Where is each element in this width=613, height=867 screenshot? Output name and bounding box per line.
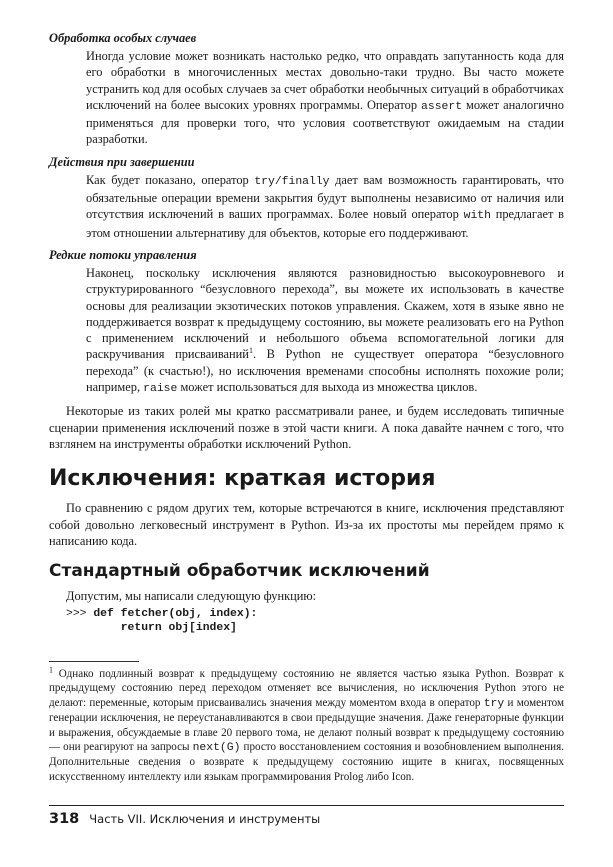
sidebar-section-body xyxy=(86,265,564,397)
text-run: может использоваться для выхода из множества циклов. xyxy=(177,380,478,395)
text-run: Иногда условие может возникать настолько редко, что оправдать запутанность кода для его обработки в многочисленных местах довольно-таки трудно. Вы часто можете устранить код для особых случаев за счет обработки необычных ситуаций в обработчиках исключений на более высоких уровнях программы. Оператор xyxy=(86,49,564,112)
code-line-return: return obj[index] xyxy=(120,621,237,634)
footnote-text xyxy=(49,668,564,783)
inline-code: with xyxy=(463,210,491,223)
code-prompt: >>> xyxy=(66,608,94,621)
inline-code: try xyxy=(483,697,505,710)
page-number: 318 xyxy=(49,811,80,827)
subsection-heading-default-handler: Стандартный обработчик исключений xyxy=(49,561,430,582)
code-listing xyxy=(66,608,564,635)
code-line-def: def fetcher(obj, index): xyxy=(93,608,258,621)
text-run: . В Python не существует оператора “безусловного перехода” (к счастью!), но исключения временами способны исполнять похожие роли; например, xyxy=(86,347,564,395)
text-run: Как будет показано, оператор xyxy=(86,172,255,187)
paragraph-function-intro: Допустим, мы написали следующую функцию: xyxy=(66,589,317,604)
sidebar-section-body xyxy=(86,48,564,148)
sidebar-section-title: Действия при завершении xyxy=(49,154,195,169)
text-run: и моментом генерации исключения, не переустанавливаются в свои предыдущие значения. Даже генераторные функции и выражения, обсуждаемые в главе 20 первого тома, не делают полный возврат к предыдущему состоянию — они реагируют на запросы xyxy=(49,696,565,754)
inline-code: assert xyxy=(421,100,463,113)
sections xyxy=(49,30,564,397)
footnote-marker: 1 xyxy=(49,665,53,675)
page-body xyxy=(49,30,564,635)
paragraph-exceptions-intro: По сравнению с рядом других тем, которые встречаются в книге, исключения представляют собой довольно легковесный инструмент в Python. Из-за их простоты мы перейдем прямо к написанию кода. xyxy=(49,501,564,548)
footer-divider xyxy=(49,805,564,806)
paragraph-roles-summary: Некоторые из таких ролей мы кратко рассматривали ранее, и будем исследовать типичные сценарии применения исключений позже в этой части книги. А пока давайте начнем с того, что взглянем на инструменты обработки исключений Python. xyxy=(49,404,564,451)
footnote xyxy=(49,667,564,784)
text-run: просто восстановлением состояния и возобновлением выполнения. Дополнительные сведения о возврате к предыдущему состоянию ищите в книгах, посвященных искусственному интеллекту или языкам программирования Prolog либо Icon. xyxy=(49,741,564,783)
sidebar-section-body xyxy=(86,172,564,241)
text-run: может аналогично применяться для проверки того, что условия соответствуют ожидаемым на стадии разработки. xyxy=(86,97,564,147)
sidebar-section-title: Редкие потоки управления xyxy=(49,247,197,262)
running-title: Часть VII. Исключения и инструменты xyxy=(89,812,321,826)
footnote-divider xyxy=(49,661,139,662)
sidebar-section-title: Обработка особых случаев xyxy=(49,31,197,45)
code-indent xyxy=(66,622,121,634)
text-run: предлагает в этом отношении альтернативу для объектов, которые его поддерживают. xyxy=(86,207,564,240)
text-run: Наконец, поскольку исключения являются разновидностью высокоуровневого и структурированного “безусловного перехода”, вы можете их использовать в качестве основы для реализации экзотических потоков управления. Скажем, хотя в языке явно не поддерживается возврат к предыдущему состоянию, вы можете реализовать его на Python с применением исключений и небольшого объема вспомогательной логики для раскручивания присваиваний xyxy=(86,265,564,362)
inline-code: try/finally xyxy=(254,175,330,188)
inline-code: raise xyxy=(143,383,178,396)
inline-code: next(G) xyxy=(192,742,241,755)
page-footer xyxy=(49,811,320,827)
section-heading-exceptions-history: Исключения: краткая история xyxy=(49,466,436,492)
footnote-ref: 1 xyxy=(248,346,253,356)
text-run: дает вам возможность гарантировать, что обязательные операции времени закрытия будут выполнены независимо от наличия или отсутствия исключений в ваших программах. Более новый оператор xyxy=(86,172,564,222)
text-run: Однако подлинный возврат к предыдущему состоянию не является частью языка Python. Возврат к предыдущему состоянию перед переходом отменяет все вычисления, но исключения Python этого не делают: переменные, которым присваивались значения между моментом входа в оператор xyxy=(49,668,564,709)
